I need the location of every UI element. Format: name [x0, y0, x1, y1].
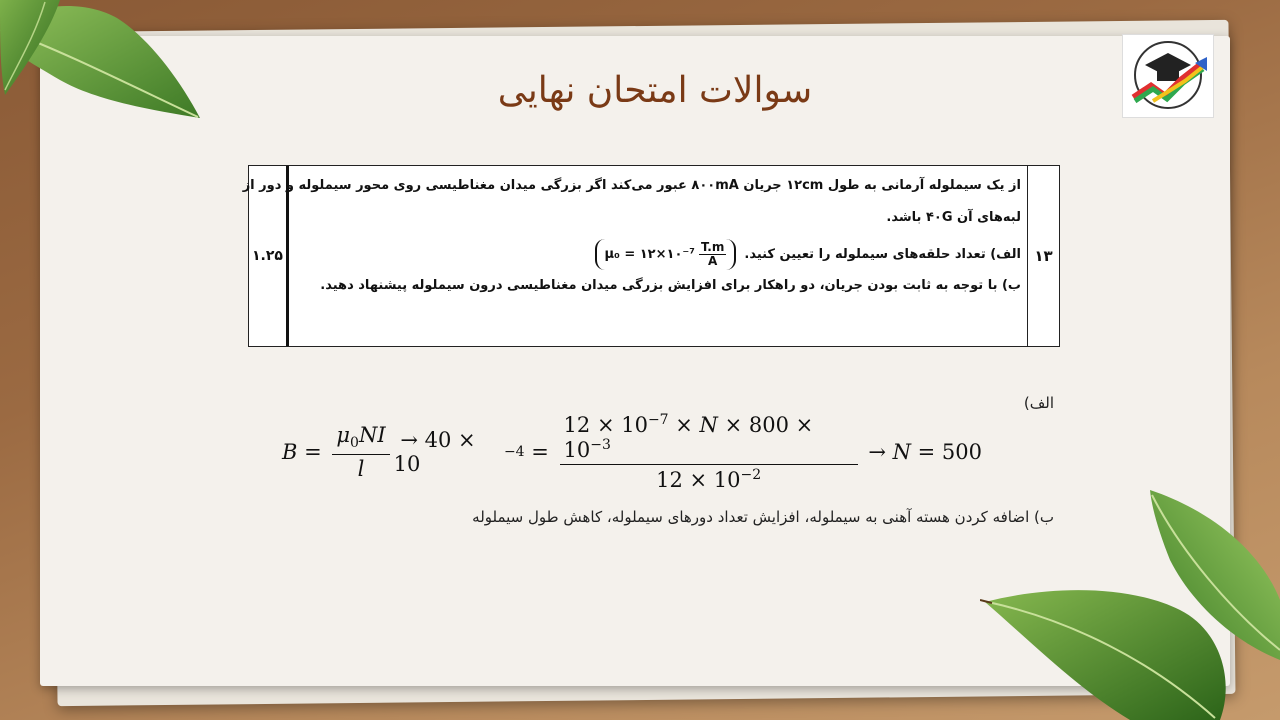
mu-unit — [699, 241, 726, 268]
question-stem-line-1: از یک سیملوله آرمانی به طول ۱۲cm جریان ۸۰۰mA عبور می‌کند اگر بزرگی میدان مغناطیسی روی محور سیملوله و دور از — [242, 178, 1021, 193]
answer-alef-label: الف) — [1023, 394, 1054, 412]
slide-title: سوالات امتحان نهایی — [497, 70, 813, 111]
question-number: ۱۳ — [1027, 166, 1059, 346]
mu-value: μ₀ = ۱۲×۱۰⁻⁷ — [604, 246, 695, 262]
graduation-logo-icon — [1123, 35, 1213, 117]
answer-be-text: ب) اضافه کردن هسته آهنی به سیملوله، افزایش تعداد دورهای سیملوله، کاهش طول سیملوله — [472, 508, 1054, 526]
question-stem-line-2: لبه‌های آن ۴۰G باشد. — [886, 209, 1021, 225]
question-score: ۱.۲۵ — [249, 166, 289, 346]
question-part-alef: الف) تعداد حلقه‌های سیملوله را تعیین کنید. — [744, 246, 1021, 262]
question-part-be: ب) با توجه به ثابت بودن جریان، دو راهکار برای افزایش بزرگی میدان مغناطیسی درون سیملوله پیشنهاد دهید. — [320, 278, 1021, 294]
solution-equation: B = $\mu_0NI$ l → 40 × 10 −4 = $12 \times 10^{-7} \times N \times 800 \times 10^{-3}$ $12 \times 10^{-2}$ → N = 500 — [282, 412, 982, 492]
mu-unit-numerator: T.m — [700, 240, 725, 254]
mu-constant — [595, 239, 737, 270]
logo — [1122, 34, 1214, 118]
question-part-alef-row — [297, 239, 1021, 270]
exam-question-box — [242, 165, 1060, 347]
mu-unit-denominator: A — [708, 254, 718, 269]
